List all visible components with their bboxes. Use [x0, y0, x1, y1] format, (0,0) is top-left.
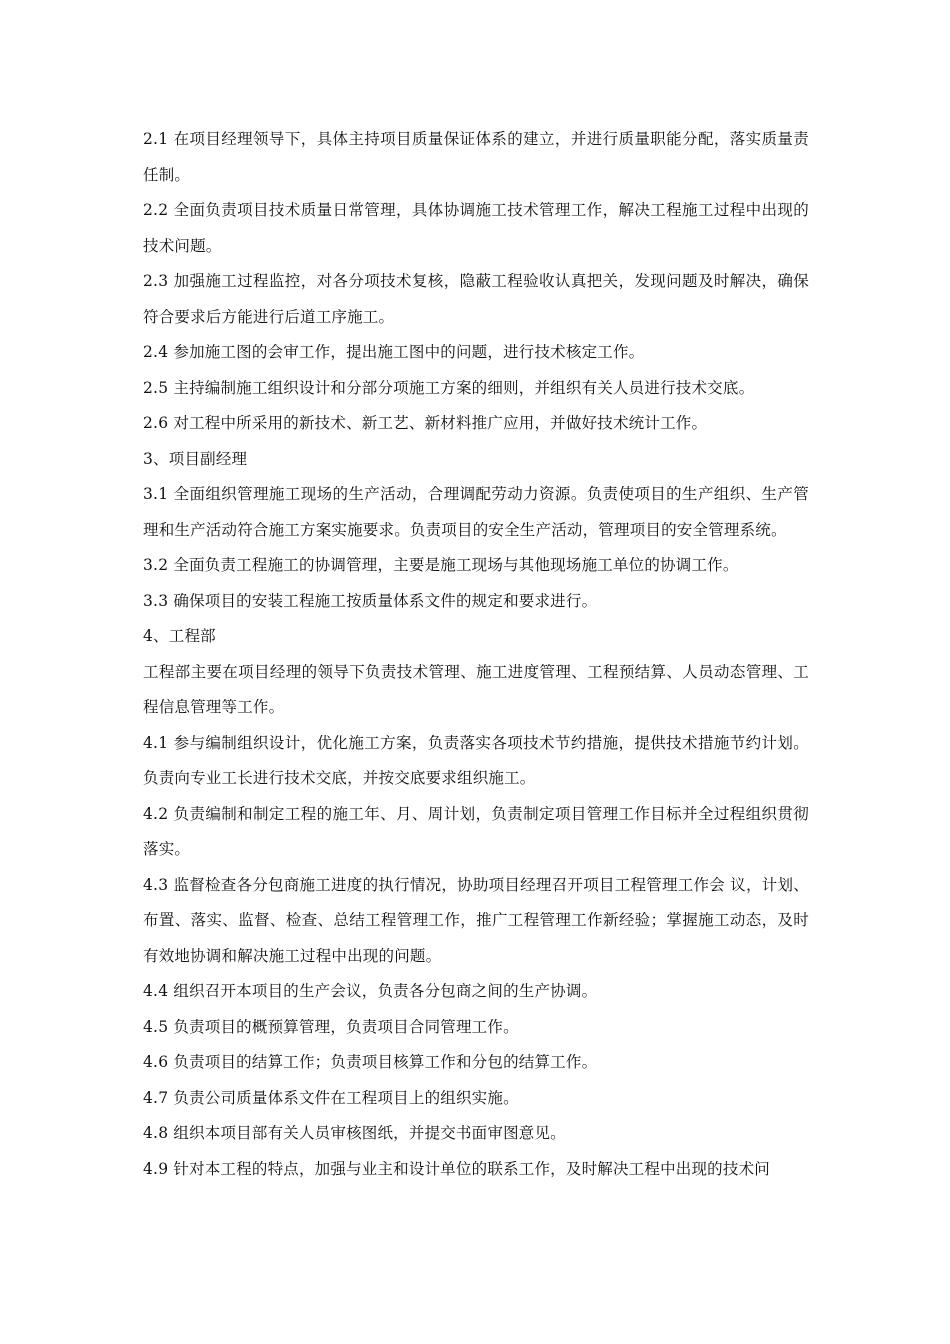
section-heading-deputy-manager: 3、项目副经理	[143, 449, 248, 468]
paragraph-2-4: 2.4 参加施工图的会审工作，提出施工图中的问题，进行技术核定工作。	[143, 343, 645, 361]
paragraph-2-2: 2.2 全面负责项目技术质量日常管理，具体协调施工技术管理工作，解决工程施工过程中出现的技术问题。	[143, 201, 809, 255]
paragraph-2-5: 2.5 主持编制施工组织设计和分部分项施工方案的细则，并组织有关人员进行技术交底。	[143, 378, 755, 397]
section-heading-engineering-dept: 4、工程部	[143, 627, 216, 645]
paragraph-4-8: 4.8 组织本项目部有关人员审核图纸，并提交书面审图意见。	[143, 1124, 566, 1142]
paragraph-3-2: 3.2 全面负责工程施工的协调管理，主要是施工现场与其他现场施工单位的协调工作。	[143, 556, 739, 574]
paragraph-4-7: 4.7 负责公司质量体系文件在工程项目上的组织实施。	[143, 1088, 519, 1107]
document-body	[143, 122, 809, 1187]
paragraph-2-1: 2.1 在项目经理领导下，具体主持项目质量保证体系的建立，并进行质量职能分配，落实质量责任制。	[143, 130, 809, 184]
paragraph-4-2: 4.2 负责编制和制定工程的施工年、月、周计划，负责制定项目管理工作目标并全过程组织贯彻落实。	[143, 804, 809, 858]
paragraph-4-4: 4.4 组织召开本项目的生产会议，负责各分包商之间的生产协调。	[143, 982, 598, 1000]
paragraph-2-3: 2.3 加强施工过程监控，对各分项技术复核，隐蔽工程验收认真把关，发现问题及时解决，确保符合要求后方能进行后道工序施工。	[143, 272, 809, 326]
paragraph-3-1: 3.1 全面组织管理施工现场的生产活动，合理调配劳动力资源。负责使项目的生产组织、生产管理和生产活动符合施工方案实施要求。负责项目的安全生产活动，管理项目的安全管理系统。	[143, 485, 809, 539]
paragraph-3-3: 3.3 确保项目的安装工程施工按质量体系文件的规定和要求进行。	[143, 591, 598, 610]
paragraph-4-9: 4.9 针对本工程的特点，加强与业主和设计单位的联系工作，及时解决工程中出现的技术问	[143, 1159, 770, 1178]
paragraph-4-5: 4.5 负责项目的概预算管理，负责项目合同管理工作。	[143, 1017, 519, 1036]
paragraph-4-6: 4.6 负责项目的结算工作；负责项目核算工作和分包的结算工作。	[143, 1053, 598, 1071]
paragraph-2-6: 2.6 对工程中所采用的新技术、新工艺、新材料推广应用，并做好技术统计工作。	[143, 414, 708, 432]
paragraph-engineering-intro: 工程部主要在项目经理的领导下负责技术管理、施工进度管理、工程预结算、人员动态管理、工程信息管理等工作。	[143, 662, 809, 716]
paragraph-4-1: 4.1 参与编制组织设计，优化施工方案，负责落实各项技术节约措施，提供技术措施节约计划。负责向专业工长进行技术交底，并按交底要求组织施工。	[143, 733, 809, 787]
paragraph-4-3: 4.3 监督检查各分包商施工进度的执行情况，协助项目经理召开项目工程管理工作会 议，计划、布置、落实、监督、检查、总结工程管理工作，推广工程管理工作新经验；掌握施工动态，及时有效地协调和解决施工过程中出现的问题。	[143, 875, 809, 965]
